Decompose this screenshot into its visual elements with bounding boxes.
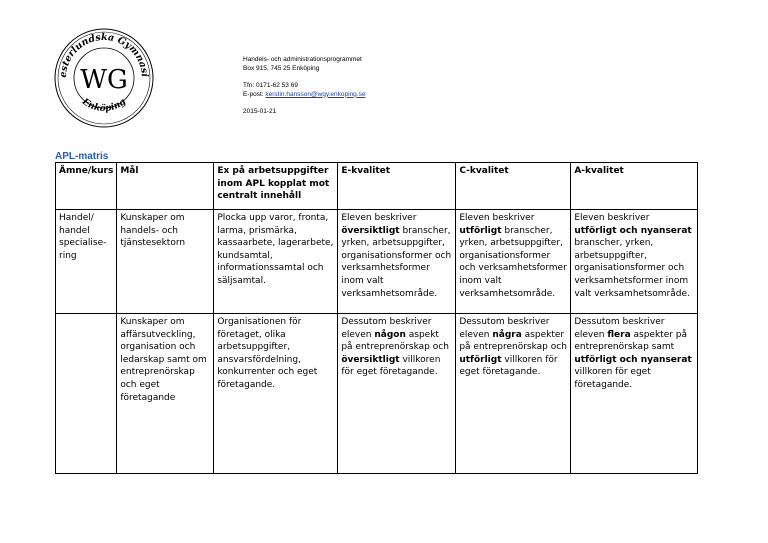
postal-address: Box 915, 745 25 Enköping [243,64,320,72]
email-line: E-post: kerstin.hansson@wgy.enkoping.se [243,90,366,98]
table-row [56,210,698,314]
cell-c: Dessutom beskriver eleven några aspekter på entreprenörskap och utförligt villkoren för eget företagande. [456,314,571,474]
cell-goal: Kunskaper om affärsutveckling, organisation och ledarskap samt om entreprenörskap och eget företagande [117,314,214,474]
cell-e: Eleven beskriver översiktligt branscher, yrken, arbetsuppgifter, organisationsformer och verksamhetsformer inom valt verksamhetsområde. [338,210,456,314]
col-header-a: A-kvalitet [571,163,698,210]
phone: Tfn: 0171-62 53 69 [243,82,298,90]
cell-a: Eleven beskriver utförligt och nyanserat branscher, yrken, arbetsuppgifter, organisationsformer och verksamhetsformer inom valt verksamhetsområde. [571,210,698,314]
col-header-subject: Ämne/kurs [56,163,117,210]
table-header-row [56,163,698,210]
email-link[interactable]: kerstin.hansson@wgy.enkoping.se [265,90,366,98]
cell-subject [56,314,117,474]
cell-tasks: Organisationen för företaget, olika arbetsuppgifter, ansvarsfördelning, konkurrenter och eget företagande. [214,314,338,474]
cell-subject: Handel/ handel specialise-ring [56,210,117,314]
document-date: 2015-01-21 [243,108,277,116]
page-title: APL-matris [55,151,109,162]
seal-text-top: esterlundska Gymnasi [57,31,151,79]
col-header-tasks: Ex på arbetsuppgifter inom APL kopplat mot centralt innehåll [214,163,338,210]
table-row [56,314,698,474]
col-header-goal: Mål [117,163,214,210]
program-name: Handels- och administrationsprogrammet [243,56,362,63]
svg-text:Enköping [79,96,128,114]
cell-e: Dessutom beskriver eleven någon aspekt på entreprenörskap och översiktligt villkoren för eget företagande. [338,314,456,474]
seal-text-bottom: Enköping [80,96,128,115]
letterhead [243,56,365,117]
col-header-c: C-kvalitet [456,163,571,210]
apl-matrix-table [55,162,698,474]
cell-c: Eleven beskriver utförligt branscher, yrken, arbetsuppgifter, organisationsformer och verksamhetsformer inom valt verksamhetsområde. [456,210,571,314]
cell-a: Dessutom beskriver eleven flera aspekter på entreprenörskap samt utförligt och nyanserat villkoren för eget företagande. [571,314,698,474]
cell-goal: Kunskaper om handels- och tjänstesektorn [117,210,214,314]
cell-tasks: Plocka upp varor, fronta, larma, prismärka, kassaarbete, lagerarbete, kundsamtal, informationssamtal och säljsamtal. [214,210,338,314]
seal-monogram: WG [80,65,128,95]
school-seal-logo [52,26,156,130]
col-header-e: E-kvalitet [338,163,456,210]
